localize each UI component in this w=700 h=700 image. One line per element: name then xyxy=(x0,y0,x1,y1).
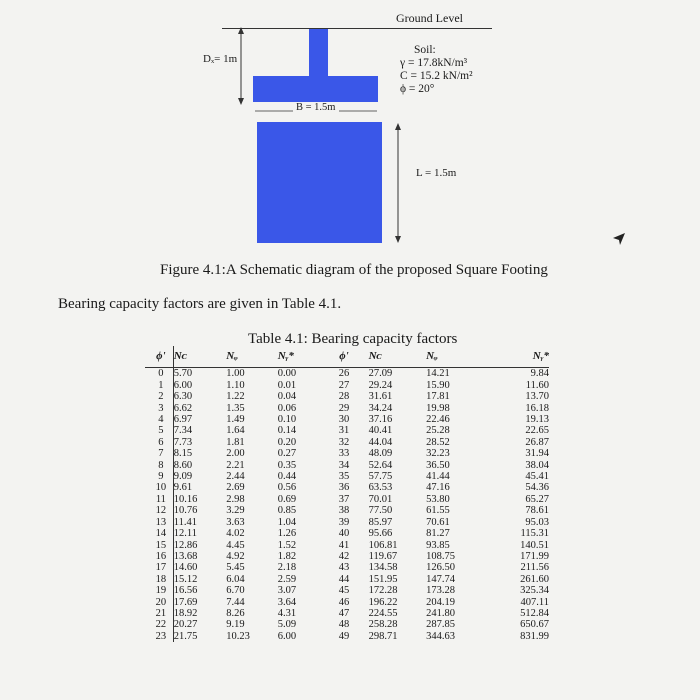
cell-ngamma-2: 140.51 xyxy=(520,539,549,551)
cell-phi-2: 38 xyxy=(338,505,350,517)
table-row xyxy=(145,380,549,391)
cell-nc: 6.62 xyxy=(173,402,193,414)
table-row xyxy=(145,562,549,573)
table-row xyxy=(145,448,549,459)
figure-caption: Figure 4.1:A Schematic diagram of the proposed Square Footing xyxy=(160,262,548,278)
cell-nq-2: 17.81 xyxy=(426,391,450,403)
cell-nc: 9.61 xyxy=(173,482,193,494)
header-nq-2: Nᵩ xyxy=(426,346,489,368)
table-row xyxy=(145,494,549,505)
cell-ngamma-2: 16.18 xyxy=(525,402,549,414)
soil-title: Soil: xyxy=(414,44,436,56)
cell-nc-2: 40.41 xyxy=(368,425,393,437)
b-dimension-arrow xyxy=(253,107,379,115)
cell-phi-2: 40 xyxy=(338,528,350,540)
header-phi: ϕ' xyxy=(145,346,173,368)
cell-nc: 15.12 xyxy=(173,573,198,585)
cell-nq: 4.45 xyxy=(226,539,245,551)
cell-nq: 4.92 xyxy=(226,550,245,562)
cell-nq: 1.49 xyxy=(226,414,245,426)
cell-nc: 20.27 xyxy=(173,619,198,631)
cell-ngamma: 1.52 xyxy=(277,539,297,551)
cell-nc-2: 196.22 xyxy=(368,596,398,608)
cell-ngamma-2: 45.41 xyxy=(525,471,549,483)
cell-phi: 6 xyxy=(145,437,173,448)
cell-nc: 7.73 xyxy=(173,436,193,448)
cell-ngamma: 0.69 xyxy=(277,493,297,505)
cell-phi-2: 37 xyxy=(338,493,350,505)
ground-level-label: Ground Level xyxy=(396,11,463,25)
cell-nq: 7.44 xyxy=(226,596,245,608)
df-dimension-arrow xyxy=(234,26,248,106)
cell-ngamma: 2.59 xyxy=(277,573,297,585)
header-ngamma: Nᵧ* xyxy=(278,346,320,368)
cell-nq: 1.22 xyxy=(226,391,245,403)
header-nc-2: Nᴄ xyxy=(369,346,426,368)
cell-nq: 2.44 xyxy=(226,471,245,483)
cell-nq: 2.21 xyxy=(226,459,245,471)
table-caption: Table 4.1: Bearing capacity factors xyxy=(248,331,458,347)
cell-nc: 6.00 xyxy=(173,379,193,391)
cell-nq-2: 15.90 xyxy=(426,379,450,391)
cell-nc: 6.30 xyxy=(173,391,193,403)
cell-nc-2: 172.28 xyxy=(368,585,398,597)
cell-nq: 5.45 xyxy=(226,562,245,574)
cell-ngamma: 6.00 xyxy=(277,630,297,642)
cell-nq-2: 28.52 xyxy=(426,436,450,448)
cell-nq-2: 14.21 xyxy=(426,368,450,380)
df-label: Dₓ= 1m xyxy=(203,53,238,65)
cell-nc: 8.60 xyxy=(173,459,193,471)
cell-nc: 12.86 xyxy=(173,539,198,551)
cell-ngamma: 0.35 xyxy=(277,459,297,471)
cell-nq: 1.64 xyxy=(226,425,245,437)
cell-nc-2: 63.53 xyxy=(368,482,393,494)
cell-ngamma: 3.64 xyxy=(277,596,297,608)
cell-nq: 3.63 xyxy=(226,516,245,528)
cell-ngamma-2: 31.94 xyxy=(525,448,549,460)
cell-phi: 14 xyxy=(145,528,173,539)
cell-nq-2: 93.85 xyxy=(426,539,450,551)
cell-nq-2: 41.44 xyxy=(426,471,450,483)
cell-ngamma: 0.10 xyxy=(277,414,297,426)
cell-nq-2: 147.74 xyxy=(426,573,455,585)
cell-nq: 2.69 xyxy=(226,482,245,494)
cell-nq: 6.04 xyxy=(226,573,245,585)
cell-ngamma: 0.00 xyxy=(277,368,297,380)
cell-phi: 12 xyxy=(145,505,173,516)
cell-nc-2: 29.24 xyxy=(368,379,393,391)
cell-phi: 7 xyxy=(145,448,173,459)
cell-ngamma-2: 325.34 xyxy=(520,585,549,597)
cell-phi-2: 42 xyxy=(338,550,350,562)
cell-ngamma: 0.04 xyxy=(277,391,297,403)
bearing-capacity-table-container xyxy=(145,346,549,700)
cell-nc: 8.15 xyxy=(173,448,193,460)
cell-ngamma-2: 171.99 xyxy=(520,550,549,562)
cell-nq-2: 204.19 xyxy=(426,596,455,608)
cell-ngamma-2: 407.11 xyxy=(520,596,549,608)
cell-phi-2: 43 xyxy=(338,562,350,574)
table-row xyxy=(145,551,549,562)
cell-phi: 11 xyxy=(145,494,173,505)
ground-line xyxy=(222,28,492,29)
cell-ngamma: 0.56 xyxy=(277,482,297,494)
cell-ngamma: 0.27 xyxy=(277,448,297,460)
cell-ngamma-2: 211.56 xyxy=(520,562,549,574)
cell-nc-2: 77.50 xyxy=(368,505,393,517)
cell-phi-2: 30 xyxy=(338,414,350,426)
cell-ngamma-2: 650.67 xyxy=(520,619,549,631)
cell-ngamma: 0.20 xyxy=(277,436,297,448)
cell-nc-2: 119.67 xyxy=(368,550,398,562)
cell-phi-2: 31 xyxy=(338,425,350,437)
table-header-row xyxy=(145,346,549,368)
cell-ngamma: 0.14 xyxy=(277,425,297,437)
table-row xyxy=(145,505,549,516)
table-row xyxy=(145,540,549,551)
cell-ngamma-2: 831.99 xyxy=(520,630,549,642)
cell-ngamma-2: 11.60 xyxy=(525,379,549,391)
cell-ngamma: 1.26 xyxy=(277,528,297,540)
table-row xyxy=(145,460,549,471)
cell-ngamma: 4.31 xyxy=(277,607,297,619)
cell-nc-2: 52.64 xyxy=(368,459,393,471)
cell-ngamma-2: 22.65 xyxy=(525,425,549,437)
cell-nq-2: 126.50 xyxy=(426,562,455,574)
header-nc: Nᴄ xyxy=(173,346,226,368)
table-row xyxy=(145,403,549,414)
cell-phi: 13 xyxy=(145,517,173,528)
cell-nq-2: 241.80 xyxy=(426,607,455,619)
cell-nq-2: 173.28 xyxy=(426,585,455,597)
cell-ngamma-2: 9.84 xyxy=(530,368,549,380)
cell-nq: 4.02 xyxy=(226,528,245,540)
cell-nq: 2.00 xyxy=(226,448,245,460)
cell-phi: 3 xyxy=(145,403,173,414)
header-phi-2: ϕ' xyxy=(319,346,368,368)
b-label: B = 1.5m xyxy=(296,102,336,113)
cell-nq: 10.23 xyxy=(226,630,250,642)
cell-phi-2: 29 xyxy=(338,402,350,414)
cell-ngamma: 0.44 xyxy=(277,471,297,483)
cell-nc-2: 258.28 xyxy=(368,619,398,631)
cell-nq-2: 81.27 xyxy=(426,528,450,540)
cell-nq-2: 108.75 xyxy=(426,550,455,562)
cell-ngamma: 0.85 xyxy=(277,505,297,517)
cell-ngamma: 3.07 xyxy=(277,585,297,597)
cell-nq-2: 25.28 xyxy=(426,425,450,437)
cell-nq-2: 344.63 xyxy=(426,630,455,642)
cell-ngamma-2: 95.03 xyxy=(525,516,549,528)
cell-nc-2: 70.01 xyxy=(368,493,393,505)
cell-ngamma-2: 512.84 xyxy=(520,607,549,619)
cell-nc: 10.16 xyxy=(173,493,198,505)
cell-phi-2: 36 xyxy=(338,482,350,494)
cell-nq: 3.29 xyxy=(226,505,245,517)
cell-nc-2: 31.61 xyxy=(368,391,393,403)
cell-phi-2: 27 xyxy=(338,379,350,391)
cell-phi-2: 44 xyxy=(338,573,350,585)
footing-base xyxy=(253,76,378,102)
cell-ngamma-2: 13.70 xyxy=(525,391,549,403)
cell-phi-2: 26 xyxy=(338,368,350,380)
cell-nc: 7.34 xyxy=(173,425,193,437)
table-row xyxy=(145,619,549,630)
cell-ngamma: 2.18 xyxy=(277,562,297,574)
table-row xyxy=(145,597,549,608)
cell-nq-2: 19.98 xyxy=(426,402,450,414)
cell-nc-2: 57.75 xyxy=(368,471,393,483)
table-row xyxy=(145,517,549,528)
cell-nc-2: 134.58 xyxy=(368,562,398,574)
cell-nc: 18.92 xyxy=(173,607,198,619)
table-row xyxy=(145,608,549,619)
cell-nc: 21.75 xyxy=(173,630,198,642)
table-row xyxy=(145,528,549,539)
cell-nq-2: 36.50 xyxy=(426,459,450,471)
cell-phi-2: 49 xyxy=(338,630,350,642)
cell-phi-2: 28 xyxy=(338,391,350,403)
cell-ngamma-2: 65.27 xyxy=(525,493,549,505)
cell-phi: 0 xyxy=(145,368,173,380)
cell-phi-2: 34 xyxy=(338,459,350,471)
cell-ngamma-2: 19.13 xyxy=(525,414,549,426)
cell-nq-2: 47.16 xyxy=(426,482,450,494)
cell-phi-2: 45 xyxy=(338,585,350,597)
table-body xyxy=(145,368,549,642)
cell-nc-2: 37.16 xyxy=(368,414,393,426)
cell-ngamma-2: 115.31 xyxy=(520,528,549,540)
footing-plan-square xyxy=(257,122,382,243)
footing-schematic xyxy=(0,0,700,300)
cell-phi: 19 xyxy=(145,585,173,596)
cell-ngamma: 1.04 xyxy=(277,516,297,528)
cell-nq-2: 287.85 xyxy=(426,619,455,631)
cell-phi: 16 xyxy=(145,551,173,562)
cell-nc-2: 27.09 xyxy=(368,368,393,380)
cell-phi: 5 xyxy=(145,425,173,436)
cell-phi: 20 xyxy=(145,597,173,608)
cell-ngamma-2: 78.61 xyxy=(525,505,549,517)
cell-phi-2: 48 xyxy=(338,619,350,631)
cell-nc-2: 106.81 xyxy=(368,539,398,551)
cell-nc: 12.11 xyxy=(173,528,197,540)
cell-nq-2: 61.55 xyxy=(426,505,450,517)
table-row xyxy=(145,368,549,380)
cell-phi: 8 xyxy=(145,460,173,471)
cell-nc-2: 44.04 xyxy=(368,436,393,448)
cell-ngamma-2: 261.60 xyxy=(520,573,549,585)
cell-phi-2: 35 xyxy=(338,471,350,483)
table-row xyxy=(145,574,549,585)
cell-phi: 22 xyxy=(145,619,173,630)
table-row xyxy=(145,437,549,448)
l-label: L = 1.5m xyxy=(416,167,457,179)
l-dimension-arrow xyxy=(391,122,405,244)
cell-nq: 6.70 xyxy=(226,585,245,597)
cell-phi-2: 41 xyxy=(338,539,350,551)
cell-nc: 13.68 xyxy=(173,550,198,562)
cell-ngamma-2: 54.36 xyxy=(525,482,549,494)
soil-cohesion: C = 15.2 kN/m² xyxy=(400,70,473,82)
cell-nc: 17.69 xyxy=(173,596,198,608)
footing-column xyxy=(309,29,328,76)
table-row xyxy=(145,425,549,436)
table-row xyxy=(145,414,549,425)
cell-nc: 10.76 xyxy=(173,505,198,517)
header-nq: Nᵩ xyxy=(226,346,278,368)
bearing-capacity-table xyxy=(145,346,549,642)
cell-nq-2: 70.61 xyxy=(426,516,450,528)
cell-phi: 1 xyxy=(145,380,173,391)
cell-nc-2: 85.97 xyxy=(368,516,393,528)
cell-nc-2: 95.66 xyxy=(368,528,393,540)
cell-nc: 14.60 xyxy=(173,562,198,574)
cell-ngamma: 0.06 xyxy=(277,402,297,414)
cell-phi: 23 xyxy=(145,631,173,642)
table-row xyxy=(145,585,549,596)
cell-phi: 17 xyxy=(145,562,173,573)
cell-nq-2: 53.80 xyxy=(426,493,450,505)
cell-phi-2: 47 xyxy=(338,607,350,619)
cell-nc-2: 34.24 xyxy=(368,402,393,414)
cell-nq: 9.19 xyxy=(226,619,245,631)
cell-nq: 1.00 xyxy=(226,368,245,380)
cell-nc-2: 48.09 xyxy=(368,448,393,460)
cell-phi: 10 xyxy=(145,482,173,493)
table-row xyxy=(145,391,549,402)
cell-nc: 11.41 xyxy=(173,516,197,528)
mouse-cursor-icon xyxy=(612,232,626,246)
cell-ngamma: 5.09 xyxy=(277,619,297,631)
cell-ngamma-2: 26.87 xyxy=(525,436,549,448)
table-row xyxy=(145,471,549,482)
soil-gamma: γ = 17.8kN/m³ xyxy=(400,57,468,69)
cell-phi: 21 xyxy=(145,608,173,619)
cell-phi-2: 39 xyxy=(338,516,350,528)
cell-ngamma-2: 38.04 xyxy=(525,459,549,471)
cell-nc: 9.09 xyxy=(173,471,193,483)
cell-nq: 1.81 xyxy=(226,436,245,448)
cell-nq: 8.26 xyxy=(226,607,245,619)
cell-nc-2: 298.71 xyxy=(368,630,398,642)
cell-nc: 16.56 xyxy=(173,585,198,597)
cell-phi: 9 xyxy=(145,471,173,482)
cell-ngamma: 1.82 xyxy=(277,550,297,562)
cell-nq: 2.98 xyxy=(226,493,245,505)
cell-ngamma: 0.01 xyxy=(277,379,297,391)
cell-phi-2: 33 xyxy=(338,448,350,460)
cell-nq-2: 22.46 xyxy=(426,414,450,426)
cell-nc-2: 224.55 xyxy=(368,607,398,619)
cell-nc-2: 151.95 xyxy=(368,573,398,585)
bearing-capacity-text: Bearing capacity factors are given in Table 4.1. xyxy=(58,296,342,312)
cell-nq-2: 32.23 xyxy=(426,448,450,460)
header-ngamma-2: Nᵧ* xyxy=(489,346,549,368)
cell-phi: 4 xyxy=(145,414,173,425)
cell-phi: 15 xyxy=(145,540,173,551)
cell-nq: 1.10 xyxy=(226,379,245,391)
cell-phi: 18 xyxy=(145,574,173,585)
table-row xyxy=(145,631,549,642)
cell-nc: 6.97 xyxy=(173,414,193,426)
cell-nc: 5.70 xyxy=(173,368,193,380)
cell-nq: 1.35 xyxy=(226,402,245,414)
table-row xyxy=(145,482,549,493)
cell-phi-2: 32 xyxy=(338,436,350,448)
cell-phi: 2 xyxy=(145,391,173,402)
cell-phi-2: 46 xyxy=(338,596,350,608)
soil-friction-angle: ϕ = 20° xyxy=(400,83,435,95)
